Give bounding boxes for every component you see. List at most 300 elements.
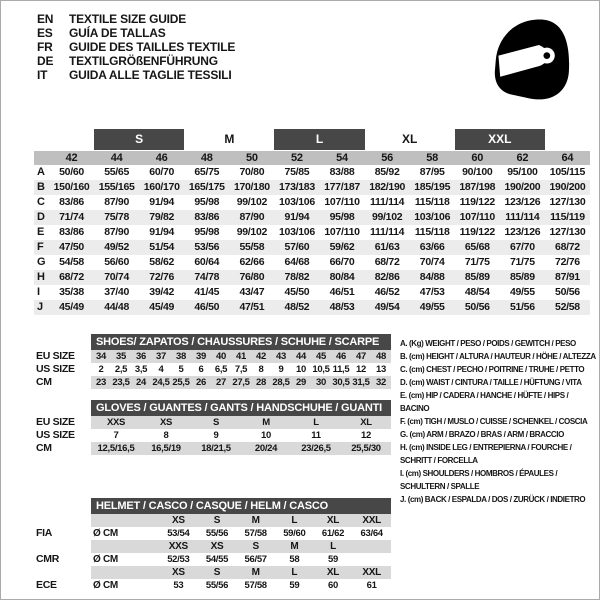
row-values	[91, 527, 391, 540]
table-cell: 57/58	[244, 528, 267, 539]
table-cell: 55/65	[104, 166, 129, 178]
table-cell: 29	[296, 377, 306, 388]
legend-item: J. (cm) BACK / ESPALDA / DOS / ZURÜCK / INDIETRO	[400, 495, 586, 504]
table-cell: 32	[376, 377, 386, 388]
subtable-row	[34, 429, 391, 442]
language-title-list	[37, 12, 235, 82]
table-cell: 11	[311, 430, 321, 441]
table-cell: 111/114	[370, 196, 405, 208]
size-label: 50	[245, 152, 258, 164]
helmet-data-row	[34, 579, 391, 592]
row-letter-spacer	[34, 151, 49, 165]
row-values	[91, 376, 391, 389]
table-cell: 10	[261, 430, 271, 441]
legend-item: D. (cm) WAIST / CINTURA / TAILLE / HÜFTUNG / VITA	[400, 378, 582, 387]
table-cell: 39/42	[149, 286, 175, 298]
measurement-row	[34, 210, 590, 225]
table-cell: 79/82	[149, 211, 175, 223]
label-spacer	[34, 566, 91, 579]
table-cell: 70/74	[104, 271, 129, 283]
table-cell: 59	[328, 554, 338, 565]
table-cell: 103/106	[279, 196, 315, 208]
diameter-unit-label: Ø CM	[93, 554, 118, 565]
size-label: XXL	[362, 515, 381, 526]
table-cell: 7,5	[234, 364, 248, 375]
table-cell: 72/76	[555, 256, 580, 268]
table-cell: 9	[278, 364, 284, 375]
table-cell: 20/24	[254, 443, 278, 454]
standard-label: CMR	[36, 553, 60, 565]
label-spacer	[34, 400, 91, 416]
table-cell: XL	[360, 417, 372, 428]
helmet-data-row	[34, 553, 391, 566]
table-cell: 66/70	[329, 256, 355, 268]
table-cell: 8	[163, 430, 169, 441]
table-cell: S	[212, 417, 220, 428]
measurement-row	[34, 165, 590, 180]
language-row	[37, 40, 235, 54]
table-cell: 40	[216, 351, 226, 362]
table-cell: 11,5	[332, 364, 350, 375]
table-cell: 190/200	[549, 181, 586, 193]
row-values	[91, 553, 391, 566]
size-label: L	[291, 567, 298, 578]
measurement-rows	[34, 165, 590, 315]
table-cell: 47/53	[419, 286, 445, 298]
row-label: EU SIZE	[36, 416, 75, 428]
table-cell: 2	[98, 364, 104, 375]
table-cell: 87/90	[104, 196, 129, 208]
table-cell: 2,5	[114, 364, 128, 375]
language-code: ES	[37, 26, 53, 40]
table-cell: 74/78	[194, 271, 220, 283]
row-letter: F	[37, 241, 44, 253]
numeric-size-row	[34, 151, 590, 165]
table-cell: 70/74	[419, 256, 445, 268]
language-title: TEXTILE SIZE GUIDE	[69, 12, 187, 26]
size-label: 56	[381, 152, 394, 164]
table-cell: 7	[113, 430, 119, 441]
table-cell: 87/90	[239, 211, 265, 223]
table-cell: 68/72	[59, 271, 84, 283]
row-letter: H	[37, 271, 45, 283]
table-cell: 107/110	[324, 196, 360, 208]
size-label: XL	[326, 515, 340, 526]
table-cell: 52/58	[555, 301, 580, 313]
table-cell: 187/198	[459, 181, 496, 193]
row-letter: D	[37, 211, 45, 223]
table-cell: 41	[236, 351, 246, 362]
language-title: GUÍA DE TALLAS	[69, 26, 166, 40]
table-cell: 190/200	[504, 181, 541, 193]
table-cell: 53	[173, 580, 184, 591]
measurement-row	[34, 300, 590, 315]
table-cell: 127/130	[549, 226, 586, 238]
table-cell: 6,5	[214, 364, 228, 375]
measurement-row	[34, 285, 590, 300]
table-cell: 173/183	[279, 181, 315, 193]
table-cell: 82/86	[374, 271, 400, 283]
table-cell: 119/122	[459, 226, 495, 238]
size-label: 60	[471, 152, 484, 164]
table-cell: 8	[258, 364, 264, 375]
table-cell: 55/56	[205, 580, 229, 591]
table-cell: 177/187	[324, 181, 360, 193]
row-values	[91, 416, 391, 429]
table-cell: 115/119	[550, 211, 585, 223]
table-cell: 38	[176, 351, 186, 362]
table-cell: 53/56	[194, 241, 220, 253]
table-cell: 59/60	[283, 528, 306, 539]
size-label: XXL	[362, 567, 381, 578]
row-letter: A	[37, 166, 45, 178]
table-cell: 53/54	[167, 528, 190, 539]
table-cell: 51/54	[149, 241, 175, 253]
table-cell: 42	[256, 351, 266, 362]
size-label: 44	[110, 152, 123, 164]
language-code: IT	[37, 68, 48, 82]
table-cell: 83/86	[59, 226, 84, 238]
table-cell: 71/74	[59, 211, 84, 223]
table-cell: 30	[316, 377, 326, 388]
size-group-header-row	[34, 128, 590, 150]
table-cell: 78/82	[284, 271, 310, 283]
table-cell: 160/170	[143, 181, 180, 193]
table-cell: 67/70	[509, 241, 535, 253]
table-cell: 99/102	[236, 196, 268, 208]
measurement-row	[34, 180, 590, 195]
language-title: GUIDA ALLE TAGLIE TESSILI	[69, 68, 232, 82]
size-label: 54	[336, 152, 348, 164]
table-cell: 37	[156, 351, 166, 362]
table-cell: 68/72	[374, 256, 400, 268]
size-label: XS	[210, 541, 224, 552]
table-cell: 71/75	[464, 256, 490, 268]
table-cell: 48	[376, 351, 386, 362]
table-cell: 30,5	[332, 377, 350, 388]
table-cell: 27,5	[232, 377, 250, 388]
table-cell: 65/75	[194, 166, 220, 178]
table-cell: 54/55	[205, 554, 229, 565]
table-cell: 3,5	[134, 364, 148, 375]
table-cell: 39	[196, 351, 206, 362]
table-cell: 48/54	[464, 286, 490, 298]
table-cell: 84/88	[419, 271, 445, 283]
table-cell: 57/58	[244, 580, 267, 591]
legend-item: E. (cm) HIP / CADERA / HANCHE / HÜFTE / HIPS / BACINO	[400, 391, 569, 413]
diameter-unit-label: Ø CM	[93, 580, 118, 591]
helmet-size-labels	[91, 566, 391, 579]
textile-size-table	[34, 128, 590, 315]
gloves-title: GLOVES / GUANTES / GANTS / HANDSCHUHE / GUANTI	[91, 400, 391, 416]
table-cell: 49/54	[374, 301, 400, 313]
language-code: EN	[37, 12, 54, 26]
size-label: 46	[155, 152, 168, 164]
table-cell: 182/190	[369, 181, 406, 193]
table-cell: 45/49	[149, 301, 175, 313]
table-cell: 31,5	[352, 377, 370, 388]
table-cell: 59/62	[329, 241, 355, 253]
table-cell: 28,5	[272, 377, 290, 388]
table-cell: 107/110	[324, 226, 360, 238]
row-values	[91, 579, 391, 592]
table-cell: 10	[296, 364, 306, 375]
size-label: S	[213, 567, 221, 578]
legend-item: B. (cm) HEIGHT / ALTURA / HAUTEUR / HÖHE / ALTEZZA	[400, 352, 596, 361]
subtable-row	[34, 416, 391, 429]
table-cell: 103/106	[279, 226, 315, 238]
subtable-row	[34, 363, 391, 376]
helmet-size-labels	[91, 514, 391, 527]
table-cell: 83/86	[194, 211, 220, 223]
table-cell: 63/64	[360, 528, 383, 539]
row-letter: E	[37, 226, 45, 238]
gloves-size-table	[34, 400, 391, 455]
table-cell: 95/98	[329, 211, 355, 223]
table-cell: 80/84	[329, 271, 355, 283]
table-cell: M	[262, 417, 270, 428]
table-cell: 57/60	[284, 241, 310, 253]
accessory-tables	[34, 334, 391, 592]
size-label: M	[251, 515, 260, 526]
size-label: 58	[426, 152, 439, 164]
size-group-l: L	[274, 129, 364, 150]
table-cell: 18/21,5	[201, 443, 231, 454]
size-label: L	[291, 515, 298, 526]
row-letter: C	[37, 196, 45, 208]
table-cell: 62/66	[239, 256, 265, 268]
table-cell: 61/63	[374, 241, 400, 253]
table-cell: 52/53	[167, 554, 190, 565]
table-cell: 105/115	[549, 166, 586, 178]
table-cell: 43/47	[239, 286, 265, 298]
shoes-size-table	[34, 334, 391, 389]
language-row	[37, 68, 235, 82]
language-row	[37, 54, 235, 68]
row-label: US SIZE	[36, 429, 75, 441]
standard-label: FIA	[36, 527, 53, 539]
diameter-unit-label: Ø CM	[93, 528, 118, 539]
table-cell: 90/100	[462, 166, 493, 178]
table-cell: 68/72	[555, 241, 580, 253]
table-cell: 55/56	[205, 528, 229, 539]
table-cell: 25,5/30	[351, 443, 381, 454]
size-label: 52	[291, 152, 303, 164]
size-label: XS	[171, 567, 185, 578]
table-cell: 87/91	[555, 271, 580, 283]
table-cell: 95/98	[194, 226, 220, 238]
table-cell: 63/66	[419, 241, 445, 253]
size-label: XXS	[168, 541, 188, 552]
table-cell: 75/78	[104, 211, 129, 223]
table-cell: 50/56	[555, 286, 580, 298]
language-code: FR	[37, 40, 53, 54]
table-cell: 44	[296, 351, 306, 362]
table-cell: 47/50	[59, 241, 84, 253]
row-letter: G	[37, 256, 46, 268]
table-cell: 12	[361, 430, 371, 441]
table-cell: 24,5	[152, 377, 170, 388]
size-label: M	[290, 541, 299, 552]
table-cell: 95/100	[507, 166, 538, 178]
size-group-xxl: XXL	[455, 129, 545, 150]
size-label: 64	[561, 152, 574, 164]
table-cell: 23	[96, 377, 106, 388]
table-cell: 41/45	[194, 286, 220, 298]
row-letter: J	[37, 301, 43, 313]
size-label: S	[213, 515, 221, 526]
table-cell: 65/68	[464, 241, 490, 253]
table-cell: 85/89	[464, 271, 490, 283]
helmet-size-row	[34, 566, 391, 579]
table-cell: 49/52	[104, 241, 129, 253]
table-cell: 36	[136, 351, 146, 362]
size-label: L	[330, 541, 336, 552]
table-cell: 185/195	[414, 181, 451, 193]
table-cell: 27	[216, 377, 226, 388]
table-cell: 43	[276, 351, 286, 362]
size-group-s: S	[94, 129, 184, 150]
subtable-title-row	[34, 334, 391, 350]
language-code: DE	[37, 54, 54, 68]
table-cell: 35	[116, 351, 126, 362]
table-cell: XS	[159, 417, 173, 428]
language-title: TEXTILGRÖßENFÜHRUNG	[69, 54, 218, 68]
table-cell: 58	[289, 554, 300, 565]
table-cell: 107/110	[459, 211, 495, 223]
table-cell: 35/38	[59, 286, 84, 298]
subtable-row	[34, 350, 391, 363]
table-cell: 83/88	[329, 166, 355, 178]
table-cell: 51/56	[509, 301, 535, 313]
table-cell: 46/51	[329, 286, 355, 298]
size-label: 62	[516, 152, 529, 164]
table-cell: 165/175	[188, 181, 225, 193]
table-cell: 46/50	[194, 301, 220, 313]
table-cell: 49/55	[419, 301, 445, 313]
subtable-row	[34, 376, 391, 389]
table-cell: 61	[366, 580, 377, 591]
table-cell: 44/48	[104, 301, 129, 313]
table-cell: 59	[289, 580, 300, 591]
table-cell: 16,5/19	[151, 443, 181, 454]
row-letter: B	[37, 181, 45, 193]
table-cell: 10,5	[312, 364, 330, 375]
size-label: 42	[65, 152, 78, 164]
table-cell: 155/165	[98, 181, 135, 193]
table-cell: 26	[196, 377, 206, 388]
row-values	[91, 429, 391, 442]
helmet-size-table	[34, 498, 391, 592]
table-cell: 34	[96, 351, 106, 362]
row-values	[91, 350, 391, 363]
table-cell: 12	[356, 364, 366, 375]
table-cell: 115/118	[414, 226, 450, 238]
table-cell: 87/90	[104, 226, 129, 238]
table-cell: 56/60	[104, 256, 129, 268]
table-cell: 170/180	[233, 181, 270, 193]
language-row	[37, 12, 235, 26]
table-cell: 91/94	[149, 226, 175, 238]
table-cell: 54/58	[59, 256, 84, 268]
table-cell: 47/51	[239, 301, 265, 313]
table-cell: 60/70	[149, 166, 175, 178]
label-spacer	[34, 334, 91, 350]
racing-helmet-icon	[487, 11, 575, 109]
table-cell: 95/98	[194, 196, 220, 208]
table-cell: 28	[256, 377, 266, 388]
table-cell: 50/56	[464, 301, 490, 313]
table-cell: 119/122	[459, 196, 495, 208]
table-cell: L	[313, 417, 319, 428]
table-cell: 85/89	[509, 271, 535, 283]
table-cell: 48/53	[329, 301, 355, 313]
table-cell: 75/85	[284, 166, 310, 178]
table-cell: 87/95	[419, 166, 445, 178]
table-cell: 56/57	[244, 554, 267, 565]
measurement-row	[34, 240, 590, 255]
table-cell: 46	[336, 351, 346, 362]
size-label: S	[252, 541, 259, 552]
table-cell: 83/86	[59, 196, 84, 208]
unit-spacer	[91, 566, 159, 579]
table-cell: 58/62	[149, 256, 175, 268]
row-values	[91, 363, 391, 376]
table-cell: 99/102	[236, 226, 268, 238]
language-row	[37, 26, 235, 40]
table-cell: 60/64	[194, 256, 220, 268]
subtable-title-row	[34, 400, 391, 416]
unit-spacer	[91, 540, 159, 553]
table-cell: 46/52	[374, 286, 400, 298]
table-cell: 23,5	[112, 377, 130, 388]
table-cell: 123/126	[504, 196, 541, 208]
table-cell: 45	[316, 351, 326, 362]
table-cell: 91/94	[149, 196, 175, 208]
table-cell: 55/58	[239, 241, 265, 253]
table-cell: 60	[328, 580, 338, 591]
table-cell: 91/94	[284, 211, 310, 223]
table-cell: 4	[158, 364, 164, 375]
table-cell: 123/126	[504, 226, 541, 238]
language-title: GUIDE DES TAILLES TEXTILE	[69, 40, 236, 54]
helmet-data-row	[34, 527, 391, 540]
table-cell: 47	[356, 351, 366, 362]
table-cell: 45/50	[284, 286, 310, 298]
helmet-size-row	[34, 514, 391, 527]
label-spacer	[34, 514, 91, 527]
label-spacer	[34, 498, 91, 514]
helmet-size-row	[34, 540, 391, 553]
table-cell: 71/75	[509, 256, 535, 268]
table-cell: 50/60	[59, 166, 84, 178]
table-cell: 12,5/16,5	[97, 443, 135, 454]
legend-item: C. (cm) CHEST / PECHO / POITRINE / TRUHE / PETTO	[400, 365, 585, 374]
size-label: M	[251, 567, 260, 578]
label-spacer	[34, 540, 91, 553]
table-cell: 111/114	[370, 226, 405, 238]
table-cell: 85/92	[374, 166, 400, 178]
size-group-m: M	[224, 132, 235, 146]
row-label: CM	[36, 376, 52, 388]
size-label: 48	[200, 152, 213, 164]
table-cell: 48/52	[284, 301, 310, 313]
table-cell: 13	[376, 364, 386, 375]
subtable-row	[34, 442, 391, 455]
table-cell: 70/80	[239, 166, 265, 178]
row-letter: I	[37, 286, 40, 298]
size-label: XL	[326, 567, 340, 578]
